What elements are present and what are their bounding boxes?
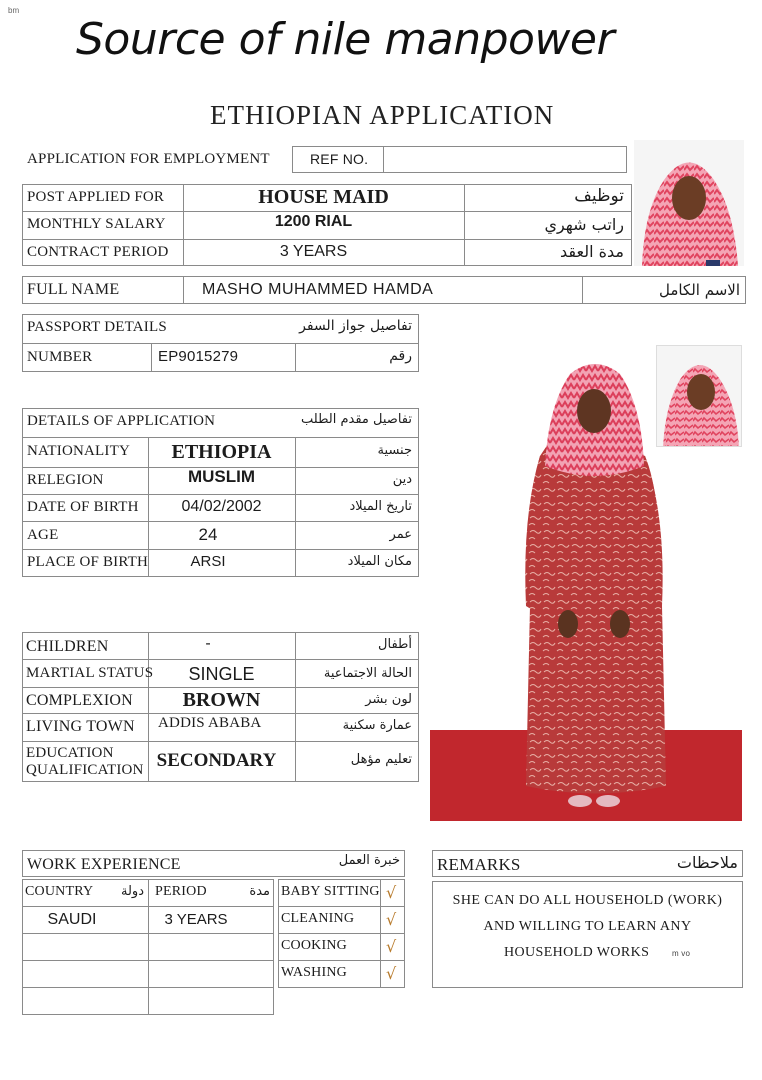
complexion-label: COMPLEXION bbox=[26, 692, 133, 709]
details-ar: تفاصيل مقدم الطلب bbox=[301, 412, 412, 427]
work-country-label: COUNTRY bbox=[25, 884, 94, 899]
work-period-ar: مدة bbox=[249, 884, 270, 899]
education-value: SECONDARY bbox=[156, 750, 277, 771]
ref-label: REF NO. bbox=[310, 151, 369, 167]
work-ar: خبرة العمل bbox=[338, 853, 400, 868]
living-town-value: ADDIS ABABA bbox=[158, 715, 262, 731]
remarks-label: REMARKS bbox=[437, 855, 521, 874]
education-label-line1: EDUCATION bbox=[26, 745, 114, 761]
applicant-photo-small bbox=[656, 345, 742, 447]
fullname-ar: الاسم الكامل bbox=[658, 281, 740, 299]
salary-ar: راتب شهري bbox=[544, 215, 624, 234]
details-table bbox=[22, 408, 419, 577]
nationality-label: NATIONALITY bbox=[27, 443, 131, 459]
pob-value: ARSI bbox=[190, 553, 226, 570]
post-applied-ar: توظيف bbox=[574, 186, 624, 206]
living-town-ar: عمارة سكنية bbox=[342, 718, 412, 733]
fullname-value: MASHO MUHAMMED HAMDA bbox=[202, 281, 434, 298]
age-label: AGE bbox=[27, 527, 59, 543]
work-period-label: PERIOD bbox=[155, 884, 207, 899]
work-entry-period: 3 YEARS bbox=[164, 911, 228, 928]
children-label: CHILDREN bbox=[26, 638, 109, 655]
nationality-ar: جنسية bbox=[377, 443, 412, 458]
nationality-value: ETHIOPIA bbox=[171, 441, 272, 463]
check-icon: √ bbox=[386, 910, 397, 929]
remarks-line2: AND WILLING TO LEARN ANY bbox=[483, 919, 692, 934]
marital-label: MARTIAL STATUS bbox=[26, 665, 154, 681]
skill-cooking: COOKING bbox=[281, 938, 347, 953]
dob-ar: تاريخ الميلاد bbox=[349, 499, 412, 514]
contract-ar: مدة العقد bbox=[560, 242, 624, 261]
work-country-ar: دولة bbox=[121, 884, 144, 899]
religion-ar: دين bbox=[392, 472, 412, 487]
education-label-line2: QUALIFICATION bbox=[26, 762, 144, 778]
remarks-ar: ملاحظات bbox=[676, 853, 738, 872]
skill-washing: WASHING bbox=[281, 965, 347, 980]
work-label: WORK EXPERIENCE bbox=[27, 856, 181, 873]
details-label: DETAILS OF APPLICATION bbox=[27, 413, 216, 429]
complexion-value: BROWN bbox=[182, 689, 261, 711]
work-entry-country: SAUDI bbox=[47, 911, 97, 928]
contract-value: 3 YEARS bbox=[279, 243, 348, 260]
passport-ar: تفاصيل جواز السفر bbox=[299, 318, 412, 334]
applicant-photo-top bbox=[634, 140, 744, 266]
pob-ar: مكان الميلاد bbox=[347, 554, 412, 569]
post-applied-label: POST APPLIED FOR bbox=[27, 189, 165, 205]
skill-cleaning: CLEANING bbox=[281, 911, 355, 926]
religion-value: MUSLIM bbox=[187, 467, 256, 486]
skill-baby-sitting: BABY SITTING bbox=[281, 884, 380, 899]
dob-label: DATE OF BIRTH bbox=[27, 499, 139, 515]
salary-value: 1200 RIAL bbox=[274, 213, 353, 230]
post-applied-value: HOUSE MAID bbox=[258, 186, 389, 208]
check-icon: √ bbox=[386, 937, 397, 956]
remarks-line1: SHE CAN DO ALL HOUSEHOLD (WORK) bbox=[452, 893, 723, 908]
check-icon: √ bbox=[386, 964, 397, 983]
children-ar: أطفال bbox=[378, 637, 412, 652]
check-icon: √ bbox=[386, 883, 397, 902]
remarks-line3: HOUSEHOLD WORKS bbox=[504, 945, 650, 960]
pob-label: PLACE OF BIRTH bbox=[27, 554, 149, 570]
banner-title: Source of nile manpower bbox=[76, 14, 615, 65]
education-ar: تعليم مؤهل bbox=[350, 752, 412, 767]
religion-label: RELEGION bbox=[27, 472, 104, 488]
age-ar: عمر bbox=[389, 527, 412, 542]
living-town-label: LIVING TOWN bbox=[26, 718, 135, 735]
marital-ar: الحالة الاجتماعية bbox=[323, 666, 412, 681]
marital-value: SINGLE bbox=[188, 664, 255, 684]
remarks-small-note: m vo bbox=[672, 949, 691, 958]
page-title: ETHIOPIAN APPLICATION bbox=[210, 100, 555, 130]
age-value: 24 bbox=[198, 525, 218, 544]
dob-value: 04/02/2002 bbox=[181, 498, 262, 515]
contract-label: CONTRACT PERIOD bbox=[27, 244, 169, 260]
passport-label: PASSPORT DETAILS bbox=[27, 319, 167, 335]
salary-label: MONTHLY SALARY bbox=[27, 216, 166, 232]
app-for-employment-label: APPLICATION FOR EMPLOYMENT bbox=[27, 151, 270, 167]
children-value: - bbox=[205, 635, 211, 652]
passport-number-label: NUMBER bbox=[27, 349, 93, 365]
passport-number-value: EP9015279 bbox=[158, 348, 239, 365]
fullname-label: FULL NAME bbox=[27, 281, 120, 298]
complexion-ar: لون بشر bbox=[365, 692, 412, 707]
passport-number-ar: رقم bbox=[389, 348, 412, 364]
corner-mark: bm bbox=[8, 6, 20, 15]
